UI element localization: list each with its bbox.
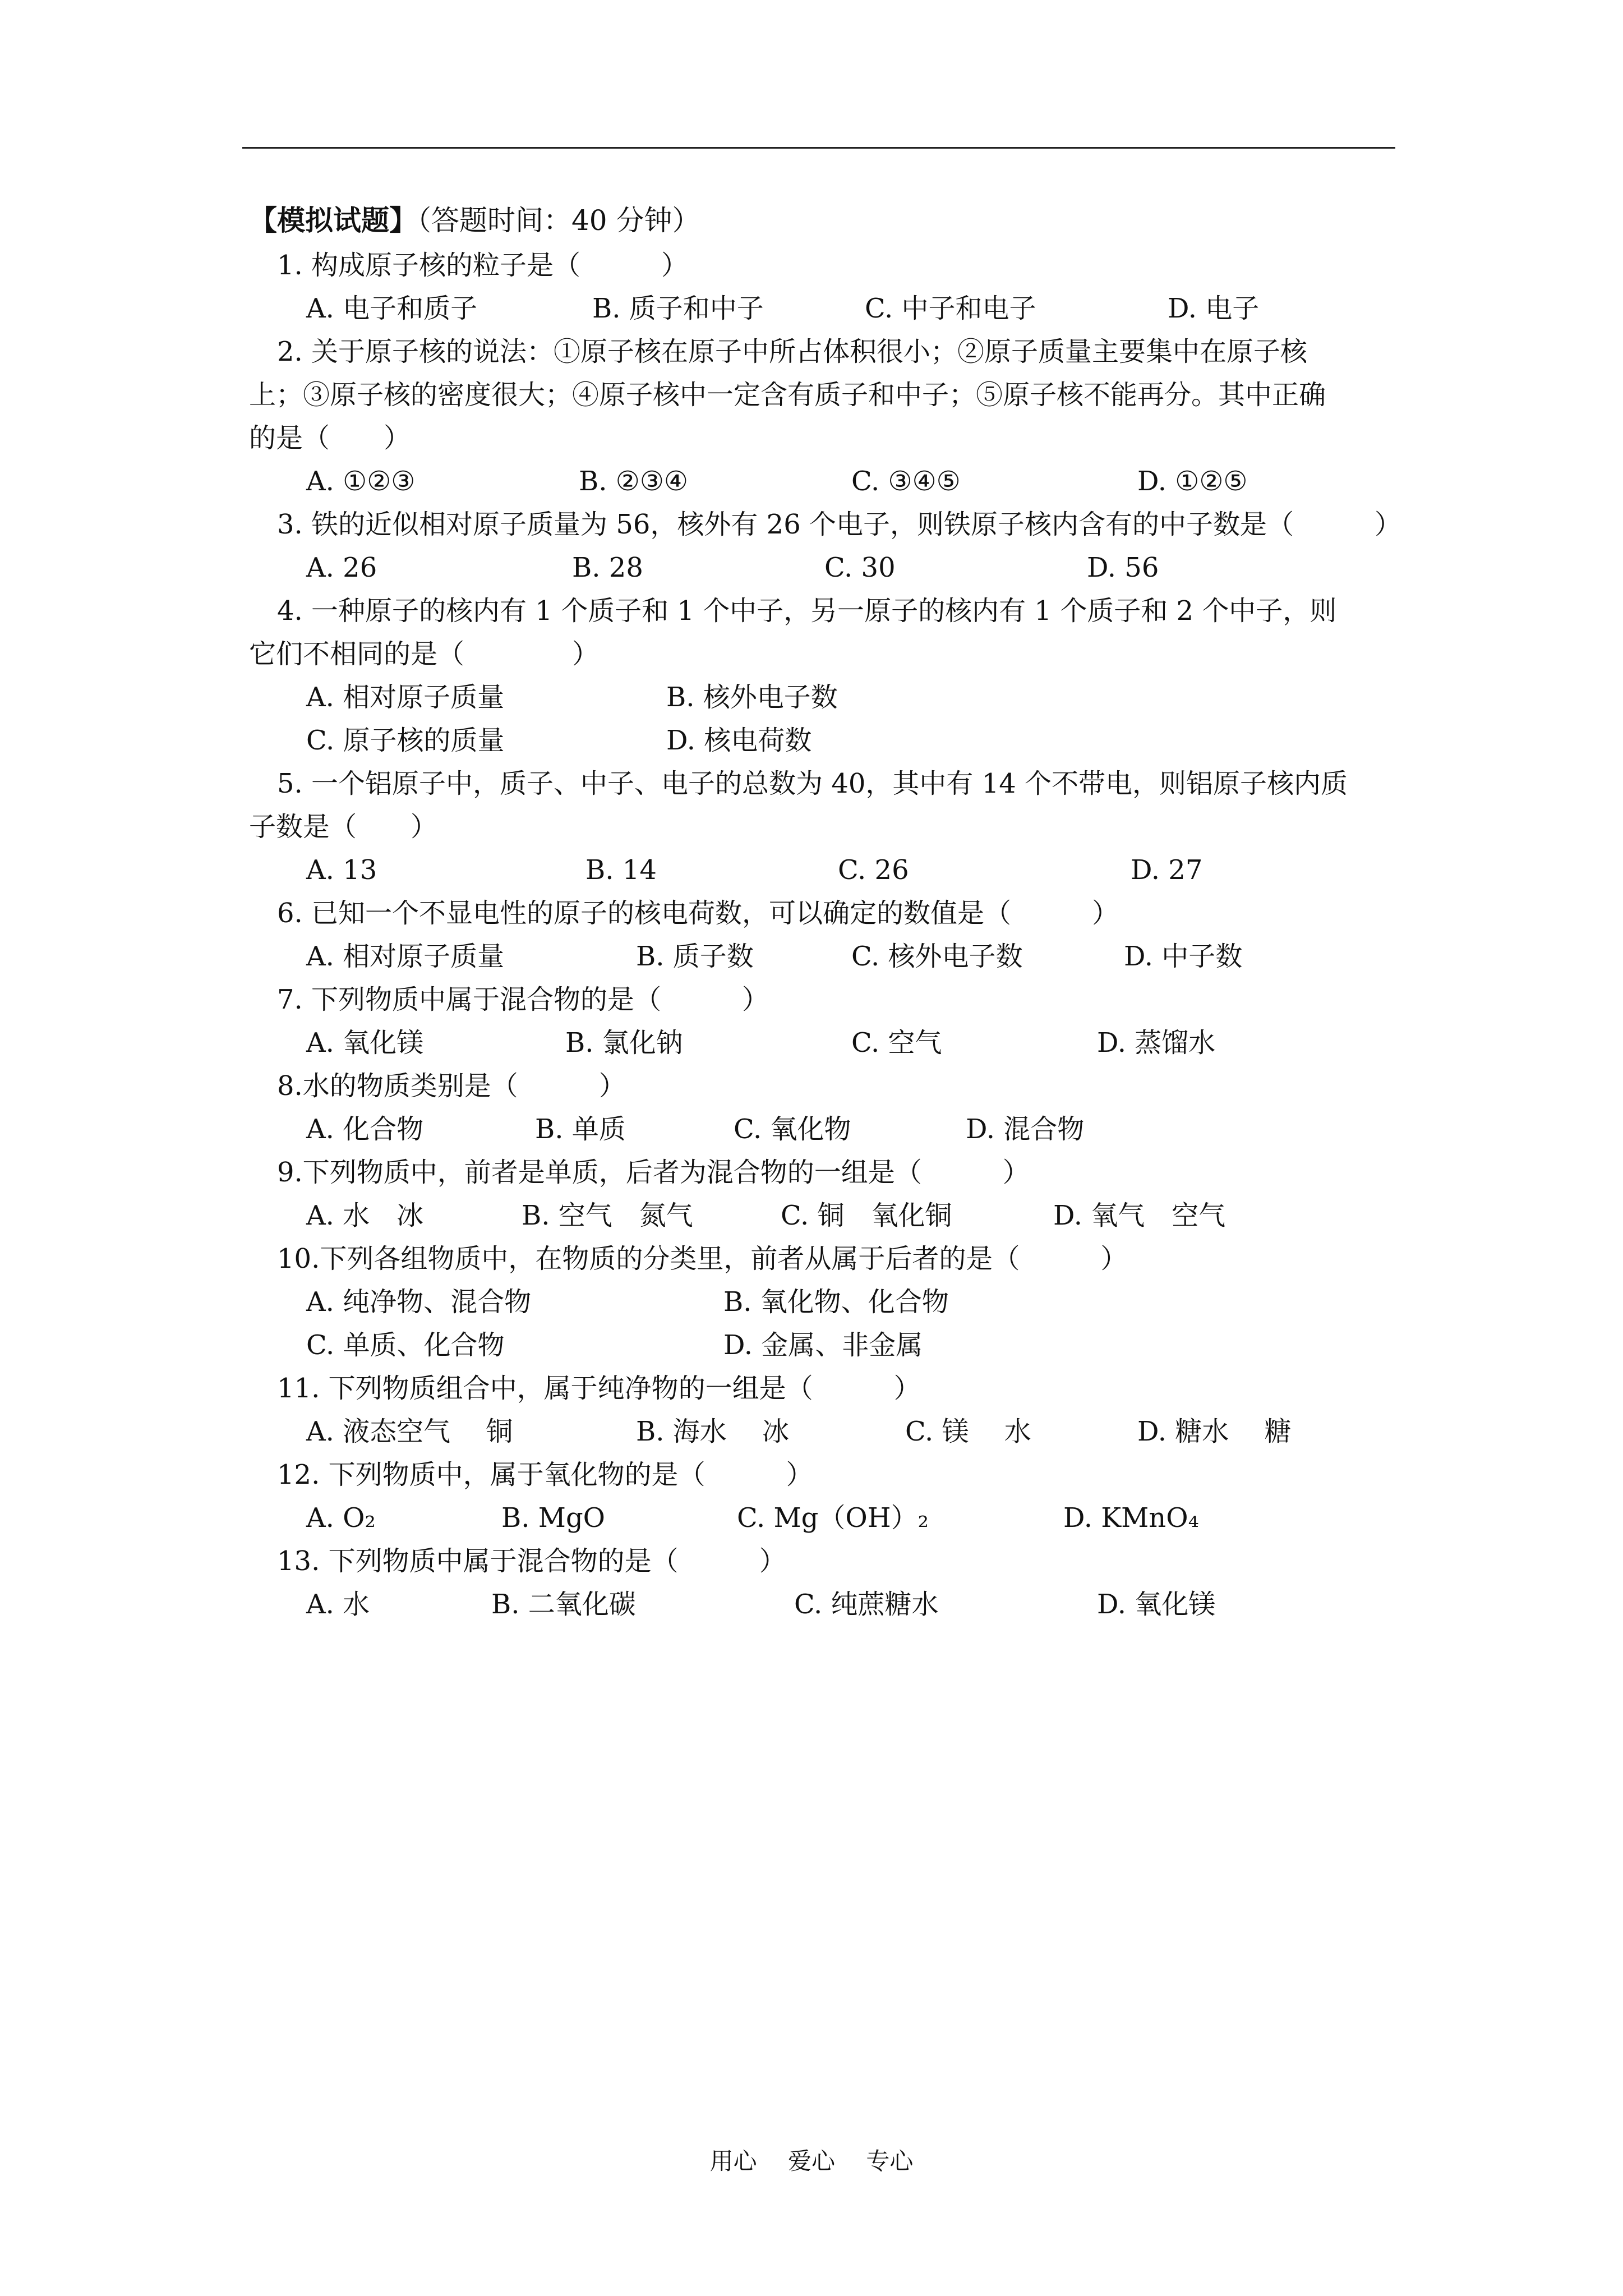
- option-b: B. 14: [585, 854, 657, 886]
- option-d: D. 27: [1131, 854, 1203, 886]
- option-c: C. ③④⑤: [851, 466, 961, 497]
- option-row: [249, 935, 1427, 978]
- question-stem-line: 13. 下列物质中属于混合物的是（ ）: [277, 1545, 786, 1577]
- exam-content: [249, 196, 1427, 1626]
- option-c: C. Mg（OH）₂: [737, 1502, 929, 1534]
- question-8: [249, 1065, 1427, 1151]
- section-header: [249, 196, 1427, 244]
- option-d: D. 糖水 糖: [1137, 1416, 1292, 1447]
- option-a: A. ①②③: [306, 466, 416, 497]
- option-row: [249, 1583, 1427, 1626]
- option-b: B. 核外电子数: [666, 682, 838, 713]
- option-d: D. 电子: [1168, 293, 1260, 324]
- option-a: A. 纯净物、混合物: [306, 1286, 532, 1318]
- option-c: C. 中子和电子: [865, 293, 1036, 324]
- option-c: C. 核外电子数: [851, 941, 1023, 972]
- question-stem-line: 6. 已知一个不显电性的原子的核电荷数，可以确定的数值是（ ）: [277, 898, 1119, 929]
- option-row: [249, 287, 1427, 330]
- option-b: B. 海水 冰: [636, 1416, 790, 1447]
- option-row: [249, 1324, 1427, 1367]
- question-stem-line: 12. 下列物质中，属于氧化物的是（ ）: [277, 1459, 813, 1490]
- option-b: B. 氧化物、化合物: [723, 1286, 949, 1318]
- option-d: D. 混合物: [966, 1114, 1085, 1145]
- option-row: [249, 1194, 1427, 1237]
- option-d: D. KMnO₄: [1063, 1502, 1199, 1534]
- option-a: A. 26: [306, 552, 377, 583]
- option-c: C. 纯蔗糖水: [794, 1589, 939, 1620]
- option-b: B. 质子和中子: [592, 293, 764, 324]
- option-row: [249, 1022, 1427, 1065]
- question-3: [249, 503, 1427, 590]
- option-row: [249, 1497, 1427, 1540]
- question-stem-line: 10.下列各组物质中，在物质的分类里，前者从属于后者的是（ ）: [277, 1243, 1128, 1274]
- question-stem-line: 5. 一个铝原子中，质子、中子、电子的总数为 40，其中有 14 个不带电，则铝原子核内质: [277, 768, 1348, 799]
- option-c: C. 镁 水: [905, 1416, 1031, 1447]
- question-9: [249, 1151, 1427, 1237]
- question-7: [249, 978, 1427, 1065]
- option-a: A. 氧化镁: [306, 1027, 424, 1059]
- question-4: [249, 590, 1427, 762]
- option-b: B. ②③④: [579, 466, 688, 497]
- section-title: 【模拟试题】: [249, 204, 417, 237]
- option-b: B. MgO: [501, 1502, 606, 1534]
- option-b: B. 二氧化碳: [491, 1589, 636, 1620]
- question-stem-line: 上；③原子核的密度很大；④原子核中一定含有质子和中子；⑤原子核不能再分。其中正确: [249, 379, 1326, 411]
- question-stem-line: 子数是（ ）: [249, 811, 438, 843]
- question-13: [249, 1540, 1427, 1626]
- question-stem-line: 8.水的物质类别是（ ）: [277, 1070, 626, 1102]
- question-stem-line: 3. 铁的近似相对原子质量为 56，核外有 26 个电子，则铁原子核内含有的中子数是（ ）: [277, 509, 1401, 540]
- question-1: [249, 244, 1427, 330]
- question-10: [249, 1237, 1427, 1367]
- option-a: A. 液态空气 铜: [306, 1416, 513, 1447]
- time-note: （答题时间：40 分钟）: [417, 204, 700, 237]
- option-b: B. 空气 氮气: [522, 1200, 693, 1231]
- option-a: A. O₂: [306, 1502, 376, 1534]
- option-a: A. 水: [306, 1589, 370, 1620]
- option-row: [249, 460, 1427, 503]
- option-b: B. 单质: [535, 1114, 626, 1145]
- option-d: D. 金属、非金属: [723, 1329, 923, 1361]
- option-c: C. 空气: [851, 1027, 942, 1059]
- option-row: [249, 849, 1427, 892]
- option-d: D. 氧气 空气: [1053, 1200, 1226, 1231]
- option-b: B. 质子数: [636, 941, 754, 972]
- option-c: C. 30: [824, 552, 896, 583]
- question-stem-line: 的是（ ）: [249, 422, 411, 454]
- option-row: [249, 1281, 1427, 1324]
- option-row: [249, 1108, 1427, 1151]
- page-footer: 用心 爱心 专心: [709, 2147, 914, 2175]
- option-d: D. 蒸馏水: [1097, 1027, 1216, 1059]
- option-row: [249, 676, 1427, 719]
- option-row: [249, 546, 1427, 590]
- question-12: [249, 1453, 1427, 1540]
- option-a: A. 相对原子质量: [306, 682, 505, 713]
- question-stem-line: 7. 下列物质中属于混合物的是（ ）: [277, 984, 769, 1015]
- option-c: C. 铜 氧化铜: [781, 1200, 952, 1231]
- question-6: [249, 892, 1427, 978]
- option-a: A. 13: [306, 854, 377, 886]
- question-2: [249, 330, 1427, 503]
- option-d: D. 中子数: [1124, 941, 1243, 972]
- option-a: A. 水 冰: [306, 1200, 424, 1231]
- question-stem-line: 4. 一种原子的核内有 1 个质子和 1 个中子，另一原子的核内有 1 个质子和 2 个中子，则: [277, 595, 1337, 627]
- option-row: [249, 1410, 1427, 1453]
- option-c: C. 单质、化合物: [306, 1329, 505, 1361]
- question-stem-line: 它们不相同的是（ ）: [249, 638, 600, 670]
- option-b: B. 氯化钠: [565, 1027, 683, 1059]
- option-a: A. 化合物: [306, 1114, 424, 1145]
- question-stem-line: 1. 构成原子核的粒子是（ ）: [277, 250, 689, 281]
- option-c: C. 氧化物: [734, 1114, 851, 1145]
- option-a: A. 电子和质子: [306, 293, 478, 324]
- option-d: D. ①②⑤: [1137, 466, 1248, 497]
- header-rule: [242, 147, 1395, 149]
- option-c: C. 26: [838, 854, 909, 886]
- option-c: C. 原子核的质量: [306, 725, 505, 756]
- question-stem-line: 11. 下列物质组合中，属于纯净物的一组是（ ）: [277, 1373, 921, 1404]
- option-d: D. 56: [1087, 552, 1159, 583]
- option-a: A. 相对原子质量: [306, 941, 505, 972]
- question-11: [249, 1367, 1427, 1453]
- option-d: D. 氧化镁: [1097, 1589, 1216, 1620]
- question-stem-line: 2. 关于原子核的说法：①原子核在原子中所占体积很小；②原子质量主要集中在原子核: [277, 336, 1308, 367]
- question-stem-line: 9.下列物质中，前者是单质，后者为混合物的一组是（ ）: [277, 1157, 1030, 1188]
- option-d: D. 核电荷数: [666, 725, 812, 756]
- option-b: B. 28: [572, 552, 643, 583]
- question-5: [249, 762, 1427, 892]
- option-row: [249, 719, 1427, 762]
